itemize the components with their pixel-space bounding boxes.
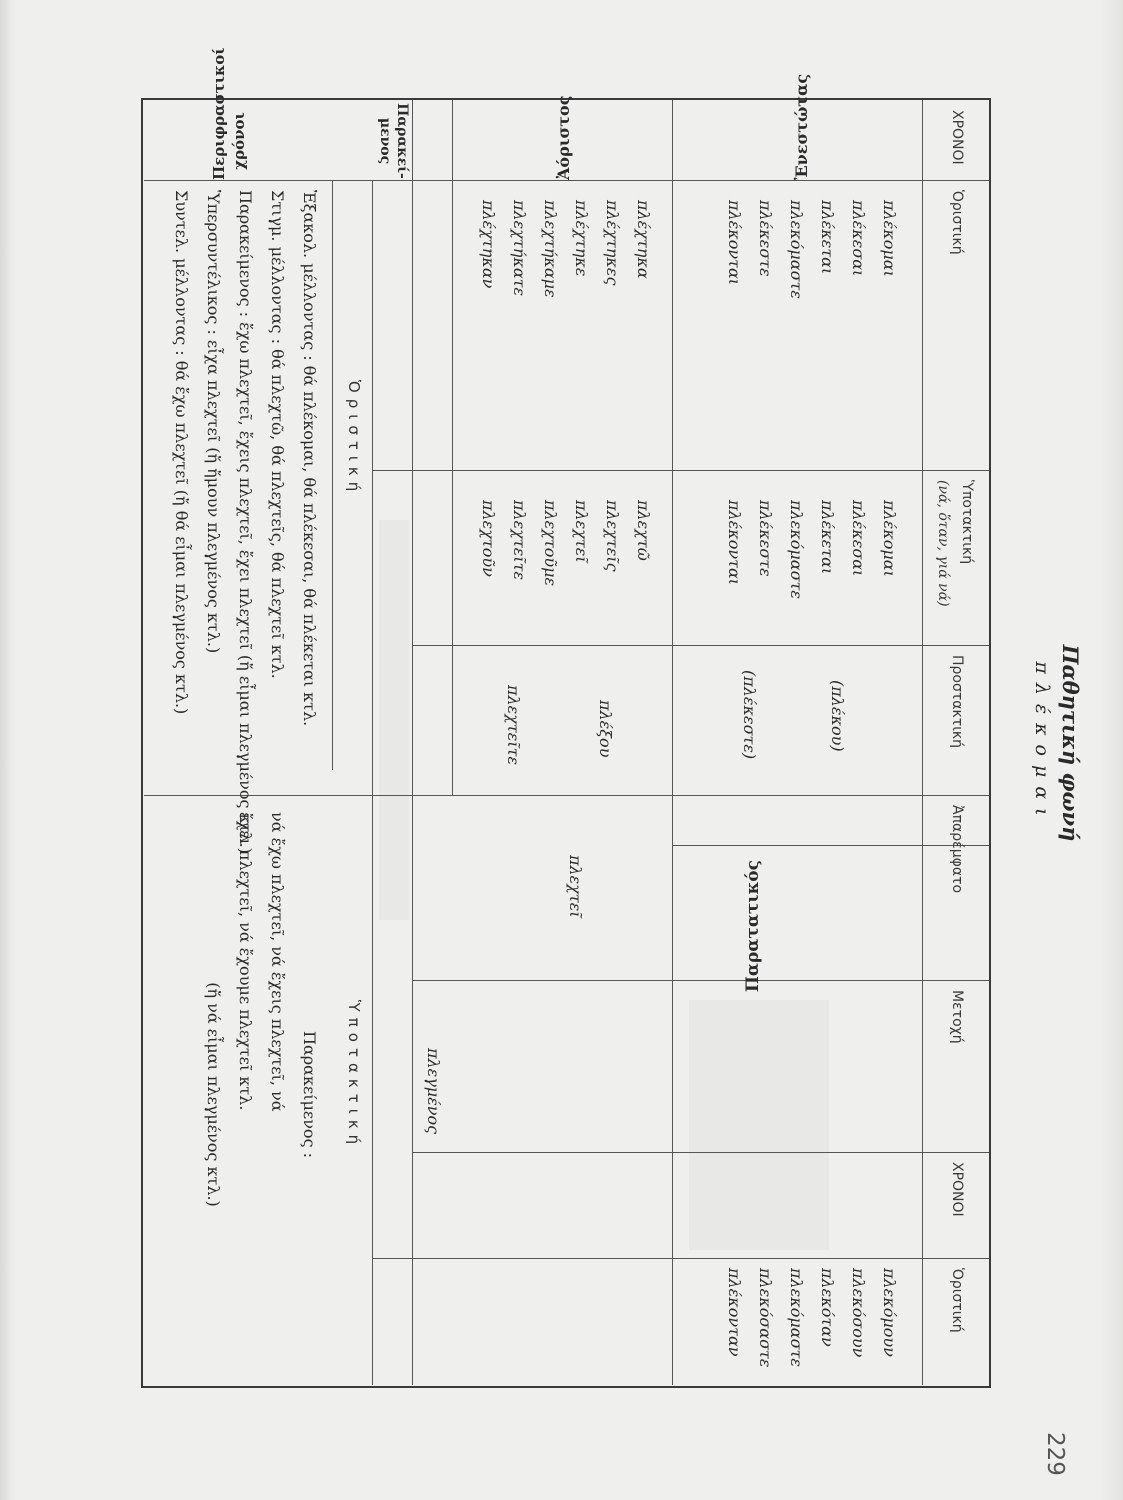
form: πλεχτεῖτε	[510, 500, 529, 581]
aoristos-prostaktiki-sg: πλέξου	[596, 700, 615, 758]
form: πλεκόμουν	[880, 1268, 899, 1357]
bleed-through	[379, 520, 409, 920]
paratatikos-oristiki	[719, 1268, 905, 1367]
form: πλεχτεῖς	[603, 500, 622, 572]
aoristos-oristiki	[473, 200, 659, 298]
label-paratatikos: Παρατατικός	[743, 860, 763, 993]
page-title: Παθητική φωνή	[1058, 644, 1083, 842]
header-aparemfato: Ἀπαρέμφατο	[949, 805, 965, 894]
rule-aoristos	[452, 100, 453, 795]
header-xronoi: ΧΡΟΝΟΙ	[949, 110, 965, 165]
form: πλεχτεῖ	[572, 500, 591, 563]
enestotas-oristiki	[719, 200, 905, 299]
paper-edge	[0, 0, 14, 1500]
header-ypotaktiki-sub: (νά, ὅταν, γιά νά)	[935, 480, 951, 607]
line: Παρακείμενος : ἔχω πλεχτεῖ, ἔχεις πλεχτεῖ, ἔχει πλεχτεῖ (ἤ εἶμαι πλεγμένος κτλ.)	[236, 190, 255, 854]
aoristos-aparemfato: πλεχτεῖ	[566, 855, 585, 918]
header-xronoi-2: ΧΡΟΝΟΙ	[949, 1162, 965, 1217]
rule-header	[922, 100, 923, 1385]
bleed-through	[689, 1000, 829, 1250]
line: ἔχει πλεχτεῖ, νά ἔχουμε πλεχτεῖ κτλ.	[236, 812, 255, 1111]
col-xronoi2	[373, 1258, 989, 1259]
form: πλεχτῶ	[634, 500, 653, 561]
form: πλεχτήκατε	[510, 200, 529, 297]
form: πλέκεστε	[756, 500, 775, 577]
form: πλεκόμαστε	[787, 1268, 806, 1367]
form: πλεχτοῦν	[479, 500, 498, 577]
page-number: 229	[1042, 1432, 1068, 1476]
periphrastic-oristiki	[165, 190, 325, 854]
line: Στιγμ. μέλλοντας : θά πλεχτῶ, θά πλεχτεῖς, θά πλεχτεῖ κτλ.	[268, 190, 287, 679]
rule-paratatikos	[672, 795, 673, 1385]
aoristos-ypotaktiki	[473, 500, 659, 586]
form: πλέκονται	[725, 200, 744, 286]
form: πλέκεται	[818, 200, 837, 275]
form: πλέκομαι	[880, 500, 899, 577]
col-prostaktiki	[413, 645, 989, 646]
line: (ἤ νά εἶμαι πλεγμένος κτλ.)	[204, 982, 223, 1207]
form: πλεχτήκαμε	[541, 200, 560, 298]
rule-parakeimenos	[412, 100, 413, 1385]
line: Ὑπερσυντέλικος : εἶχα πλεχτεῖ (ἤ ἤμουν πλεγμένος κτλ.)	[204, 190, 223, 654]
subheader-ypotaktiki: Ὑποτακτική	[345, 1000, 363, 1151]
form: πλέχτηκε	[572, 200, 591, 277]
label-aoristos: Ἀόριστος	[554, 95, 573, 180]
form: πλέχτηκα	[634, 200, 653, 279]
form: πλεκόμαστε	[787, 200, 806, 299]
rotated-page	[140, 47, 1115, 1388]
form: πλέκεσαι	[849, 500, 868, 577]
form: πλέκεται	[818, 500, 837, 575]
line: Ἐξακολ. μέλλοντας : θά πλέκομαι, θά πλέκεσαι, θά πλέκεται κτλ.	[300, 190, 319, 727]
parakeimenos-metoxi: πλεγμένος	[424, 1048, 443, 1135]
enestotas-prostaktiki-sg: (πλέκου)	[828, 680, 847, 752]
form: πλέκονται	[725, 500, 744, 586]
label-enestotas: Ἐνεστώτας	[792, 73, 811, 180]
heading: Παρακείμενος :	[300, 1030, 319, 1158]
form: πλέκεσαι	[849, 200, 868, 277]
form: πλεκόσουν	[849, 1268, 868, 1358]
enestotas-ypotaktiki	[719, 500, 905, 599]
label-parakeimenos: Παρακεί-μενος	[377, 103, 410, 179]
rule-lower-subheader	[332, 180, 333, 770]
rule-subheader	[372, 180, 373, 1385]
line: νά ἔχω πλεχτεῖ, νά ἔχεις πλεχτεῖ, νά	[268, 812, 287, 1112]
header-oristiki: Ὁριστική	[949, 190, 965, 255]
form: πλέχτηκες	[603, 200, 622, 286]
label-periphrastikoi: Περιφραστικοί χρόνοι	[210, 47, 248, 180]
form: πλέχτηκαν	[479, 200, 498, 289]
form: πλέκονταν	[725, 1268, 744, 1357]
header-metoxi: Μετοχή	[949, 990, 965, 1044]
periphrastic-ypotaktiki	[197, 812, 325, 1377]
col-aparemfato	[413, 980, 989, 981]
form: πλέκομαι	[880, 200, 899, 277]
aoristos-prostaktiki-pl: πλεχτεῖτε	[504, 685, 523, 766]
form: πλεκόταν	[818, 1268, 837, 1347]
verb-lemma: πλέκομαι	[1031, 661, 1053, 825]
enestotas-prostaktiki-pl: (πλέκεστε)	[740, 670, 759, 760]
header-oristiki-2: Ὁριστική	[949, 1268, 965, 1333]
col-oristiki	[373, 470, 989, 471]
form: πλεχτοῦμε	[541, 500, 560, 587]
subheader-oristiki: Ὁριστική	[345, 380, 363, 498]
form: πλέκεστε	[756, 200, 775, 277]
line: Συντελ. μέλλοντας : θά ἔχω πλεχτεῖ (ἤ θά εἶμαι πλεγμένος κτλ.)	[172, 190, 191, 715]
form: πλεκόμαστε	[787, 500, 806, 599]
rule-enestotas	[672, 100, 673, 795]
header-prostaktiki: Προστακτική	[949, 655, 965, 749]
form: πλεκόσαστε	[756, 1268, 775, 1368]
col-paratatikos	[673, 845, 989, 846]
conjugation-table	[141, 47, 991, 1388]
header-ypotaktiki: Ὑποτακτική	[959, 480, 975, 565]
col-labels	[144, 180, 989, 181]
